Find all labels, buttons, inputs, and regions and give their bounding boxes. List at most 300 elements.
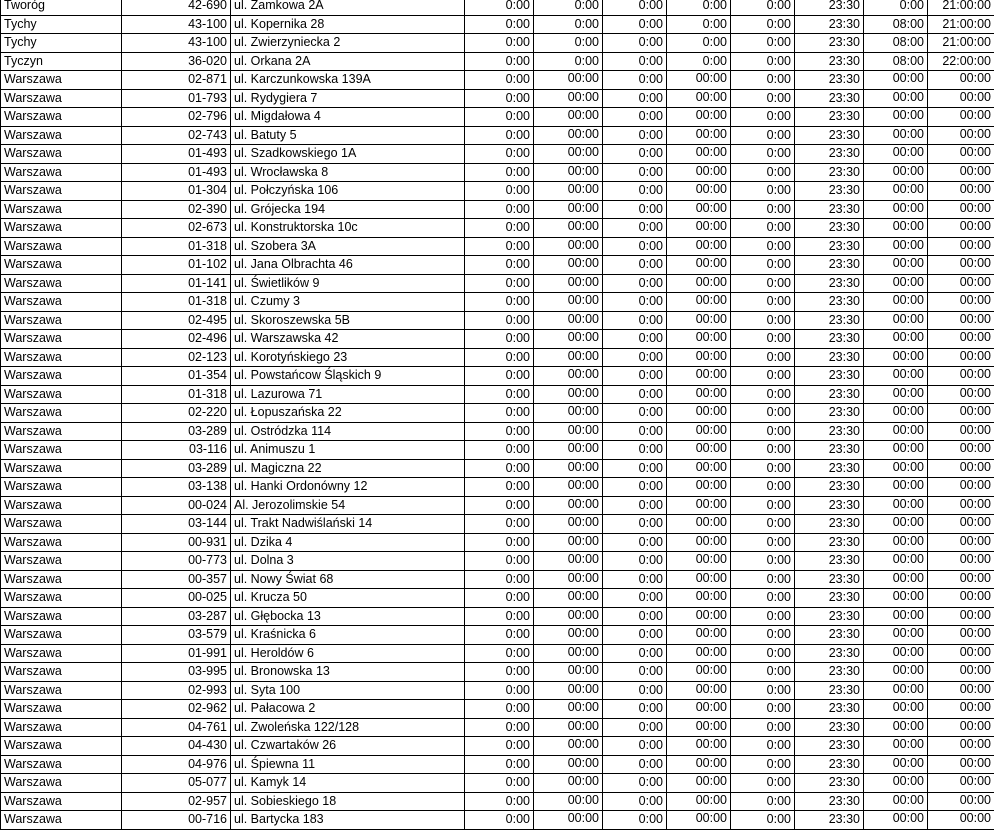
open-time-cell: 08:00 [864,34,928,53]
postal-code-cell: 00-357 [122,570,231,589]
city-cell: Warszawa [1,478,122,497]
address-cell: ul. Śpiewna 11 [231,755,465,774]
table-row [1,89,994,108]
open-time-cell: 00:00 [864,404,928,423]
city-cell: Warszawa [1,700,122,719]
time-wed-cell: 0:00 [603,163,667,182]
time-mon-cell: 0:00 [465,330,534,349]
postal-code-cell: 00-716 [122,811,231,830]
closing-time-cell: 23:30 [795,663,864,682]
time-thu-cell: 00:00 [667,163,731,182]
time-fri-cell: 0:00 [731,663,795,682]
close-time-cell: 00:00 [928,774,994,793]
time-thu-cell: 00:00 [667,441,731,460]
time-fri-cell: 0:00 [731,15,795,34]
open-time-cell: 00:00 [864,367,928,386]
time-wed-cell: 0:00 [603,792,667,811]
city-cell: Warszawa [1,219,122,238]
close-time-cell: 00:00 [928,589,994,608]
time-fri-cell: 0:00 [731,681,795,700]
time-mon-cell: 0:00 [465,441,534,460]
closing-time-cell: 23:30 [795,385,864,404]
closing-time-cell: 23:30 [795,15,864,34]
postal-code-cell: 43-100 [122,15,231,34]
city-cell: Warszawa [1,422,122,441]
open-time-cell: 00:00 [864,533,928,552]
postal-code-cell: 04-430 [122,737,231,756]
time-mon-cell: 0:00 [465,700,534,719]
time-thu-cell: 00:00 [667,644,731,663]
time-wed-cell: 0:00 [603,570,667,589]
closing-time-cell: 23:30 [795,126,864,145]
city-cell: Warszawa [1,570,122,589]
time-tue-cell: 0:00 [534,34,603,53]
postal-code-cell: 01-354 [122,367,231,386]
open-time-cell: 00:00 [864,89,928,108]
closing-time-cell: 23:30 [795,755,864,774]
time-tue-cell: 00:00 [534,163,603,182]
time-fri-cell: 0:00 [731,644,795,663]
close-time-cell: 00:00 [928,404,994,423]
postal-code-cell: 01-793 [122,89,231,108]
time-wed-cell: 0:00 [603,219,667,238]
closing-time-cell: 23:30 [795,163,864,182]
close-time-cell: 00:00 [928,108,994,127]
time-thu-cell: 00:00 [667,182,731,201]
time-tue-cell: 0:00 [534,0,603,15]
table-row [1,200,994,219]
open-time-cell: 00:00 [864,589,928,608]
postal-code-cell: 43-100 [122,34,231,53]
time-tue-cell: 00:00 [534,663,603,682]
time-mon-cell: 0:00 [465,52,534,71]
time-mon-cell: 0:00 [465,293,534,312]
city-cell: Warszawa [1,89,122,108]
address-cell: ul. Bartycka 183 [231,811,465,830]
time-tue-cell: 00:00 [534,293,603,312]
time-fri-cell: 0:00 [731,89,795,108]
close-time-cell: 21:00:00 [928,15,994,34]
time-mon-cell: 0:00 [465,644,534,663]
time-wed-cell: 0:00 [603,256,667,275]
city-cell: Warszawa [1,663,122,682]
time-fri-cell: 0:00 [731,182,795,201]
address-cell: ul. Warszawska 42 [231,330,465,349]
time-mon-cell: 0:00 [465,737,534,756]
time-wed-cell: 0:00 [603,108,667,127]
address-cell: ul. Magiczna 22 [231,459,465,478]
table-row [1,0,994,15]
time-tue-cell: 00:00 [534,311,603,330]
address-cell: ul. Skoroszewska 5B [231,311,465,330]
time-tue-cell: 00:00 [534,478,603,497]
address-cell: ul. Jana Olbrachta 46 [231,256,465,275]
time-thu-cell: 00:00 [667,311,731,330]
time-thu-cell: 00:00 [667,515,731,534]
time-wed-cell: 0:00 [603,145,667,164]
time-mon-cell: 0:00 [465,570,534,589]
address-cell: ul. Hanki Ordonówny 12 [231,478,465,497]
time-mon-cell: 0:00 [465,496,534,515]
closing-time-cell: 23:30 [795,496,864,515]
time-thu-cell: 00:00 [667,681,731,700]
time-mon-cell: 0:00 [465,15,534,34]
time-tue-cell: 00:00 [534,774,603,793]
table-row [1,552,994,571]
open-time-cell: 00:00 [864,718,928,737]
time-fri-cell: 0:00 [731,422,795,441]
closing-time-cell: 23:30 [795,52,864,71]
postal-code-cell: 02-957 [122,792,231,811]
table-row [1,71,994,90]
time-wed-cell: 0:00 [603,681,667,700]
closing-time-cell: 23:30 [795,811,864,830]
time-thu-cell: 00:00 [667,533,731,552]
time-mon-cell: 0:00 [465,422,534,441]
time-fri-cell: 0:00 [731,774,795,793]
postal-code-cell: 02-123 [122,348,231,367]
time-fri-cell: 0:00 [731,256,795,275]
table-row [1,533,994,552]
city-cell: Warszawa [1,108,122,127]
time-fri-cell: 0:00 [731,311,795,330]
address-cell: ul. Kraśnicka 6 [231,626,465,645]
closing-time-cell: 23:30 [795,200,864,219]
time-thu-cell: 00:00 [667,71,731,90]
time-fri-cell: 0:00 [731,792,795,811]
table-row [1,348,994,367]
address-cell: ul. Grójecka 194 [231,200,465,219]
address-cell: ul. Wrocławska 8 [231,163,465,182]
time-thu-cell: 00:00 [667,89,731,108]
time-mon-cell: 0:00 [465,607,534,626]
address-cell: ul. Sobieskiego 18 [231,792,465,811]
city-cell: Warszawa [1,182,122,201]
time-wed-cell: 0:00 [603,71,667,90]
postal-code-cell: 01-991 [122,644,231,663]
time-tue-cell: 00:00 [534,200,603,219]
time-fri-cell: 0:00 [731,570,795,589]
time-fri-cell: 0:00 [731,441,795,460]
postal-code-cell: 03-287 [122,607,231,626]
time-fri-cell: 0:00 [731,237,795,256]
open-time-cell: 00:00 [864,459,928,478]
table-row [1,311,994,330]
city-cell: Warszawa [1,237,122,256]
table-row [1,774,994,793]
open-time-cell: 00:00 [864,737,928,756]
time-tue-cell: 00:00 [534,219,603,238]
time-mon-cell: 0:00 [465,200,534,219]
close-time-cell: 00:00 [928,237,994,256]
city-cell: Tworóg [1,0,122,15]
city-cell: Warszawa [1,256,122,275]
open-time-cell: 00:00 [864,755,928,774]
time-mon-cell: 0:00 [465,163,534,182]
close-time-cell: 00:00 [928,552,994,571]
city-cell: Warszawa [1,441,122,460]
city-cell: Warszawa [1,145,122,164]
time-fri-cell: 0:00 [731,607,795,626]
postal-code-cell: 01-102 [122,256,231,275]
table-row [1,718,994,737]
postal-code-cell: 01-304 [122,182,231,201]
time-thu-cell: 00:00 [667,404,731,423]
close-time-cell: 00:00 [928,330,994,349]
city-cell: Warszawa [1,293,122,312]
time-wed-cell: 0:00 [603,718,667,737]
close-time-cell: 00:00 [928,219,994,238]
close-time-cell: 00:00 [928,441,994,460]
address-cell: Al. Jerozolimskie 54 [231,496,465,515]
city-cell: Warszawa [1,274,122,293]
time-thu-cell: 00:00 [667,237,731,256]
close-time-cell: 00:00 [928,385,994,404]
time-wed-cell: 0:00 [603,626,667,645]
time-thu-cell: 00:00 [667,737,731,756]
time-thu-cell: 00:00 [667,478,731,497]
close-time-cell: 00:00 [928,755,994,774]
close-time-cell: 00:00 [928,422,994,441]
time-thu-cell: 00:00 [667,145,731,164]
address-cell: ul. Zamkowa 2A [231,0,465,15]
closing-time-cell: 23:30 [795,533,864,552]
time-fri-cell: 0:00 [731,811,795,830]
time-wed-cell: 0:00 [603,737,667,756]
closing-time-cell: 23:30 [795,0,864,15]
time-thu-cell: 00:00 [667,496,731,515]
closing-time-cell: 23:30 [795,626,864,645]
close-time-cell: 21:00:00 [928,34,994,53]
time-fri-cell: 0:00 [731,163,795,182]
closing-time-cell: 23:30 [795,607,864,626]
city-cell: Warszawa [1,737,122,756]
table-row [1,385,994,404]
time-wed-cell: 0:00 [603,0,667,15]
postal-code-cell: 02-796 [122,108,231,127]
table-row [1,52,994,71]
open-time-cell: 00:00 [864,607,928,626]
city-cell: Warszawa [1,385,122,404]
time-thu-cell: 00:00 [667,274,731,293]
time-wed-cell: 0:00 [603,422,667,441]
closing-time-cell: 23:30 [795,737,864,756]
table-row [1,293,994,312]
city-cell: Warszawa [1,496,122,515]
address-cell: ul. Karczunkowska 139A [231,71,465,90]
time-wed-cell: 0:00 [603,385,667,404]
time-fri-cell: 0:00 [731,589,795,608]
time-wed-cell: 0:00 [603,607,667,626]
table-row [1,626,994,645]
time-wed-cell: 0:00 [603,348,667,367]
table-row [1,737,994,756]
closing-time-cell: 23:30 [795,274,864,293]
time-fri-cell: 0:00 [731,0,795,15]
time-thu-cell: 00:00 [667,811,731,830]
closing-time-cell: 23:30 [795,459,864,478]
close-time-cell: 00:00 [928,663,994,682]
open-time-cell: 00:00 [864,256,928,275]
table-row [1,700,994,719]
time-mon-cell: 0:00 [465,626,534,645]
time-wed-cell: 0:00 [603,52,667,71]
closing-time-cell: 23:30 [795,570,864,589]
time-tue-cell: 00:00 [534,367,603,386]
time-fri-cell: 0:00 [731,404,795,423]
open-time-cell: 00:00 [864,163,928,182]
closing-time-cell: 23:30 [795,552,864,571]
time-fri-cell: 0:00 [731,219,795,238]
closing-time-cell: 23:30 [795,71,864,90]
open-time-cell: 00:00 [864,200,928,219]
closing-time-cell: 23:30 [795,237,864,256]
time-fri-cell: 0:00 [731,274,795,293]
close-time-cell: 00:00 [928,644,994,663]
time-mon-cell: 0:00 [465,589,534,608]
table-row [1,15,994,34]
table-row [1,237,994,256]
postal-code-cell: 02-496 [122,330,231,349]
time-mon-cell: 0:00 [465,774,534,793]
city-cell: Warszawa [1,163,122,182]
time-wed-cell: 0:00 [603,15,667,34]
close-time-cell: 00:00 [928,163,994,182]
table-row [1,755,994,774]
address-cell: ul. Rydygiera 7 [231,89,465,108]
time-thu-cell: 0:00 [667,52,731,71]
table-row [1,367,994,386]
time-mon-cell: 0:00 [465,515,534,534]
city-cell: Warszawa [1,552,122,571]
time-thu-cell: 00:00 [667,607,731,626]
address-cell: ul. Szobera 3A [231,237,465,256]
time-tue-cell: 00:00 [534,422,603,441]
postal-code-cell: 02-743 [122,126,231,145]
time-thu-cell: 00:00 [667,200,731,219]
time-mon-cell: 0:00 [465,34,534,53]
time-tue-cell: 00:00 [534,330,603,349]
open-time-cell: 00:00 [864,330,928,349]
table-body [1,0,994,829]
table-row [1,219,994,238]
table-row [1,496,994,515]
close-time-cell: 00:00 [928,496,994,515]
time-thu-cell: 00:00 [667,663,731,682]
time-wed-cell: 0:00 [603,663,667,682]
close-time-cell: 00:00 [928,607,994,626]
time-fri-cell: 0:00 [731,126,795,145]
postal-code-cell: 01-318 [122,293,231,312]
time-tue-cell: 00:00 [534,459,603,478]
time-tue-cell: 00:00 [534,644,603,663]
time-mon-cell: 0:00 [465,663,534,682]
time-tue-cell: 00:00 [534,256,603,275]
time-mon-cell: 0:00 [465,108,534,127]
time-mon-cell: 0:00 [465,478,534,497]
time-fri-cell: 0:00 [731,459,795,478]
closing-time-cell: 23:30 [795,681,864,700]
closing-time-cell: 23:30 [795,219,864,238]
address-cell: ul. Lazurowa 71 [231,385,465,404]
close-time-cell: 00:00 [928,681,994,700]
address-cell: ul. Korotyńskiego 23 [231,348,465,367]
time-thu-cell: 00:00 [667,293,731,312]
city-cell: Warszawa [1,533,122,552]
closing-time-cell: 23:30 [795,367,864,386]
time-fri-cell: 0:00 [731,552,795,571]
time-tue-cell: 00:00 [534,348,603,367]
postal-code-cell: 01-141 [122,274,231,293]
time-tue-cell: 0:00 [534,15,603,34]
open-time-cell: 00:00 [864,774,928,793]
time-thu-cell: 00:00 [667,792,731,811]
time-wed-cell: 0:00 [603,459,667,478]
postal-code-cell: 00-773 [122,552,231,571]
open-time-cell: 00:00 [864,681,928,700]
open-time-cell: 00:00 [864,552,928,571]
table-row [1,589,994,608]
close-time-cell: 00:00 [928,626,994,645]
table-row [1,811,994,830]
city-cell: Warszawa [1,71,122,90]
time-tue-cell: 00:00 [534,700,603,719]
time-wed-cell: 0:00 [603,126,667,145]
closing-time-cell: 23:30 [795,145,864,164]
address-cell: ul. Konstruktorska 10c [231,219,465,238]
time-tue-cell: 0:00 [534,52,603,71]
address-cell: ul. Zwierzyniecka 2 [231,34,465,53]
address-cell: ul. Połczyńska 106 [231,182,465,201]
close-time-cell: 22:00:00 [928,52,994,71]
close-time-cell: 00:00 [928,478,994,497]
table-row [1,792,994,811]
postal-code-cell: 01-318 [122,237,231,256]
closing-time-cell: 23:30 [795,348,864,367]
time-thu-cell: 00:00 [667,570,731,589]
time-tue-cell: 00:00 [534,737,603,756]
time-thu-cell: 00:00 [667,348,731,367]
address-cell: ul. Zwoleńska 122/128 [231,718,465,737]
address-cell: ul. Dolna 3 [231,552,465,571]
time-wed-cell: 0:00 [603,200,667,219]
time-tue-cell: 00:00 [534,718,603,737]
time-fri-cell: 0:00 [731,52,795,71]
time-wed-cell: 0:00 [603,700,667,719]
time-mon-cell: 0:00 [465,533,534,552]
open-time-cell: 00:00 [864,515,928,534]
open-time-cell: 00:00 [864,145,928,164]
address-cell: ul. Kopernika 28 [231,15,465,34]
closing-time-cell: 23:30 [795,89,864,108]
time-tue-cell: 00:00 [534,515,603,534]
city-cell: Warszawa [1,718,122,737]
close-time-cell: 00:00 [928,348,994,367]
time-tue-cell: 00:00 [534,681,603,700]
close-time-cell: 00:00 [928,700,994,719]
close-time-cell: 00:00 [928,367,994,386]
time-fri-cell: 0:00 [731,330,795,349]
address-cell: ul. Animuszu 1 [231,441,465,460]
open-time-cell: 00:00 [864,644,928,663]
address-cell: ul. Ostródzka 114 [231,422,465,441]
time-tue-cell: 00:00 [534,626,603,645]
open-time-cell: 00:00 [864,478,928,497]
open-time-cell: 00:00 [864,219,928,238]
close-time-cell: 00:00 [928,293,994,312]
open-time-cell: 00:00 [864,626,928,645]
city-cell: Warszawa [1,367,122,386]
